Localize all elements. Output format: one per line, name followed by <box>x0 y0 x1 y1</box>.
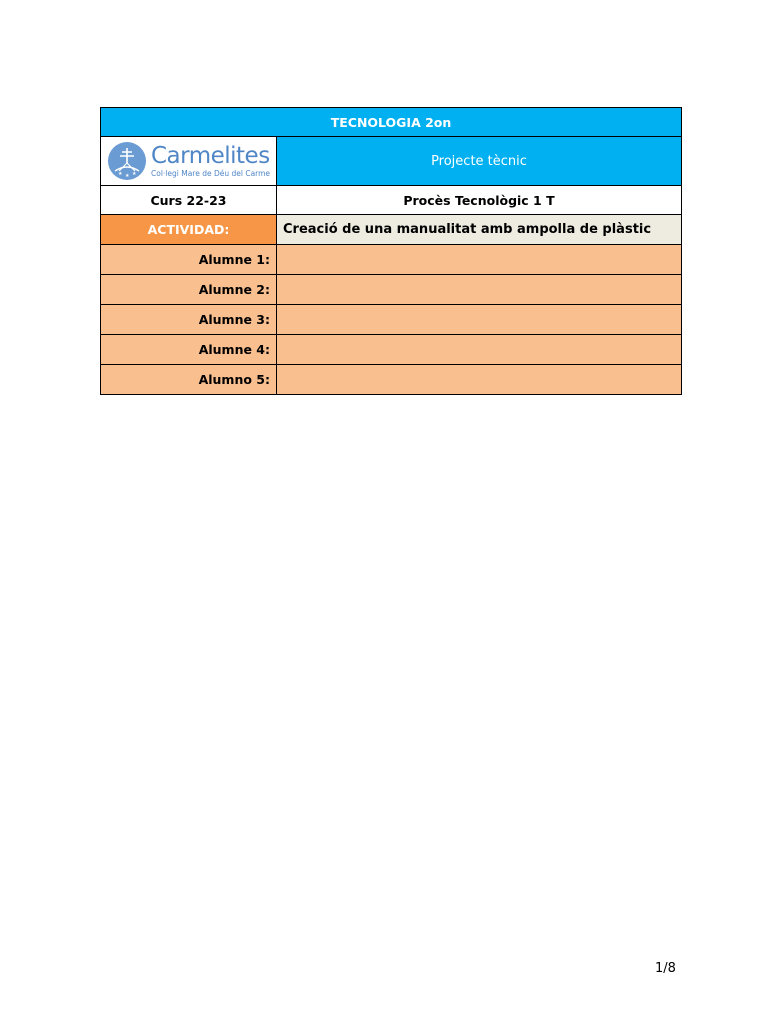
logo-text <box>151 142 271 178</box>
svg-text:★: ★ <box>118 171 123 177</box>
student-name-field[interactable] <box>277 275 682 305</box>
subject-title: TECNOLOGIA 2on <box>101 108 682 137</box>
student-label: Alumne 2: <box>101 275 277 305</box>
student-name-field[interactable] <box>277 245 682 275</box>
worksheet-header <box>100 107 681 395</box>
student-row <box>101 275 682 305</box>
page-number: 1/8 <box>655 961 676 976</box>
student-row <box>101 365 682 395</box>
course-label: Curs 22-23 <box>101 186 277 215</box>
student-name-field[interactable] <box>277 365 682 395</box>
student-row <box>101 305 682 335</box>
logo-name: Carmelites <box>151 142 270 169</box>
info-row <box>101 186 682 215</box>
student-label: Alumne 1: <box>101 245 277 275</box>
svg-text:★: ★ <box>132 171 137 177</box>
student-name-field[interactable] <box>277 335 682 365</box>
student-label: Alumno 5: <box>101 365 277 395</box>
logo-row <box>101 137 682 186</box>
title-row <box>101 108 682 137</box>
project-title: Projecte tècnic <box>277 137 682 186</box>
school-logo <box>101 137 276 185</box>
logo-subtitle: Col·legi Mare de Déu del Carme <box>151 168 271 178</box>
student-label: Alumne 4: <box>101 335 277 365</box>
carmelites-emblem-icon <box>107 141 147 181</box>
student-label: Alumne 3: <box>101 305 277 335</box>
activity-value[interactable]: Creació de una manualitat amb ampolla de plàstic <box>277 215 682 245</box>
student-row <box>101 335 682 365</box>
activity-row <box>101 215 682 245</box>
process-label: Procès Tecnològic 1 T <box>277 186 682 215</box>
activity-label: ACTIVIDAD: <box>101 215 277 245</box>
student-row <box>101 245 682 275</box>
svg-text:★: ★ <box>125 173 130 179</box>
header-table <box>100 107 682 395</box>
logo-cell <box>101 137 277 186</box>
student-name-field[interactable] <box>277 305 682 335</box>
